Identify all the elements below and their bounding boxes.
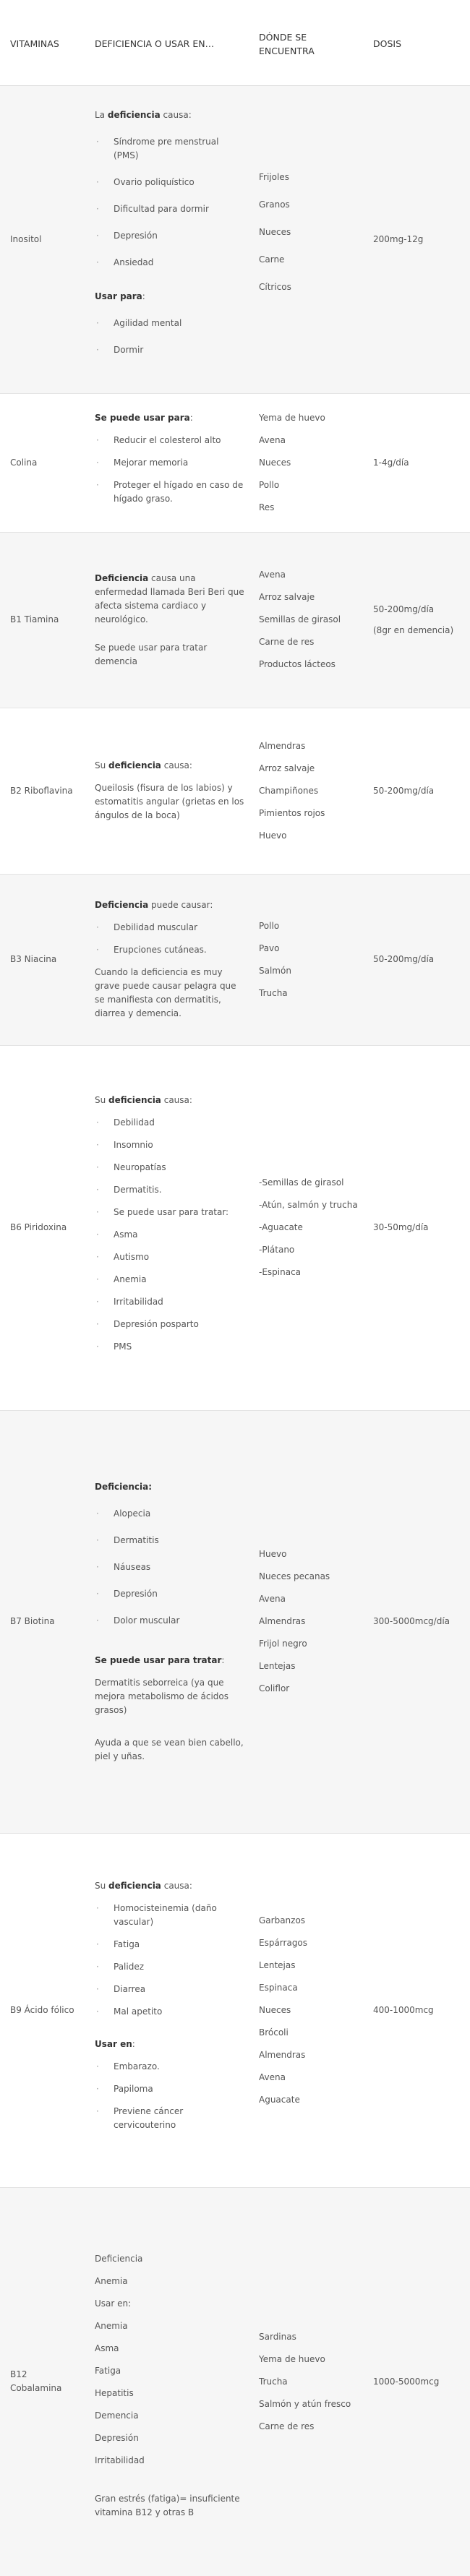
vitamin-name: B2 Riboflavina <box>0 708 85 874</box>
list-item: · Depresión <box>95 1587 244 1601</box>
list-item: · Dificultad para dormir <box>95 202 244 216</box>
vitamin-name: Colina <box>0 393 85 532</box>
table-row <box>0 532 470 708</box>
dose-note: (8gr en demencia) <box>373 624 454 635</box>
source-item: Arroz salvaje <box>259 592 315 602</box>
deficiency-line: Irritabilidad <box>95 2455 145 2465</box>
list-item: · Mal apetito <box>95 2005 244 2019</box>
deficiency-detail: Cuando la deficiencia es muy grave puede causar pelagra que se manifiesta con dermatitis, diarrea y demencia. <box>95 967 236 1018</box>
sources-cell <box>249 874 363 1045</box>
source-item: Nueces <box>259 2004 291 2015</box>
source-item: Espárragos <box>259 1937 308 1948</box>
dose-cell <box>363 532 470 708</box>
list-item: · Náuseas <box>95 1560 244 1574</box>
use-label: Usar para: <box>95 291 145 301</box>
source-item: Avena <box>259 570 286 580</box>
source-item: Trucha <box>259 2376 288 2387</box>
list-item: · Homocisteinemia (daño vascular) <box>95 1902 244 1929</box>
source-item: Lentejas <box>259 1959 296 1970</box>
sources-cell <box>249 393 363 532</box>
list-item: · Previene cáncer cervicouterino <box>95 2105 244 2132</box>
list-item: · Insomnio <box>95 1138 244 1152</box>
vitamin-name: B6 Piridoxina <box>0 1045 85 1410</box>
list-item: · Ovario poliquístico <box>95 176 244 189</box>
list-item: · Fatiga <box>95 1938 244 1952</box>
list-item: · Anemia <box>95 1273 244 1287</box>
dose-cell: 200mg-12g <box>363 85 470 393</box>
list-item: · Agilidad mental <box>95 317 244 330</box>
vitamin-name: Inositol <box>0 85 85 393</box>
source-item: Pollo <box>259 479 280 490</box>
dose-value: 50-200mg/día <box>373 604 435 614</box>
source-item: Sardinas <box>259 2331 296 2342</box>
list-item: · Dormir <box>95 343 244 357</box>
deficiency-line: Deficiencia <box>95 2254 143 2264</box>
table-row <box>0 393 470 532</box>
source-item: -Aguacate <box>259 1222 303 1232</box>
dose-cell: 1000-5000mcg <box>363 2187 470 2576</box>
source-item: Pollo <box>259 920 280 931</box>
use-detail: Dermatitis seborreica (ya que mejora metabolismo de ácidos grasos) <box>95 1677 229 1715</box>
deficiency-cell <box>85 532 249 708</box>
source-item: Yema de huevo <box>259 412 325 423</box>
sources-cell <box>249 1410 363 1833</box>
deficiency-intro: Deficiencia puede causar: <box>95 900 213 910</box>
source-item: Cítricos <box>259 282 291 292</box>
source-item: Garbanzos <box>259 1915 306 1925</box>
source-item: -Atún, salmón y trucha <box>259 1200 358 1210</box>
list-item: · Asma <box>95 1228 244 1242</box>
table-row <box>0 708 470 874</box>
source-item: Productos lácteos <box>259 659 336 669</box>
sources-cell <box>249 85 363 393</box>
deficiency-cell <box>85 1045 249 1410</box>
sources-cell <box>249 708 363 874</box>
deficiency-cell <box>85 1833 249 2187</box>
list-item: · Palidez <box>95 1960 244 1974</box>
source-item: Frijoles <box>259 172 289 182</box>
source-item: -Espinaca <box>259 1267 302 1277</box>
deficiency-line: Fatiga <box>95 2366 121 2376</box>
source-item: Semillas de girasol <box>259 614 341 624</box>
deficiency-label: Deficiencia: <box>95 1481 153 1492</box>
source-item: Espinaca <box>259 1982 298 1993</box>
deficiency-detail: Queilosis (fisura de los labios) y estomatitis angular (grietas en los ángulos de la boca) <box>95 783 244 820</box>
list-item: · Dermatitis. <box>95 1183 244 1197</box>
list-item: · Autismo <box>95 1250 244 1264</box>
deficiency-intro: Su deficiencia causa: <box>95 1094 192 1105</box>
source-item: Almendras <box>259 740 306 751</box>
vitamin-name: B7 Biotina <box>0 1410 85 1833</box>
deficiency-cell <box>85 874 249 1045</box>
source-item: Salmón <box>259 965 291 976</box>
dose-cell: 300-5000mcg/día <box>363 1410 470 1833</box>
source-item: Granos <box>259 199 290 210</box>
source-item: Almendras <box>259 2049 306 2060</box>
source-item: Coliflor <box>259 1683 290 1693</box>
list-item: · Reducir el colesterol alto <box>95 434 244 447</box>
help-text: Ayuda a que se vean bien cabello, piel y uñas. <box>95 1737 244 1761</box>
source-item: Carne de res <box>259 2421 315 2431</box>
deficiency-cell <box>85 393 249 532</box>
source-item: Pavo <box>259 943 280 953</box>
use-label: Se puede usar para: <box>95 412 193 423</box>
deficiency-line: Asma <box>95 2343 119 2353</box>
list-item: · Debilidad <box>95 1116 244 1130</box>
table-row <box>0 874 470 1045</box>
source-item: Huevo <box>259 1549 287 1559</box>
source-item: -Semillas de girasol <box>259 1177 344 1188</box>
list-item: · Diarrea <box>95 1983 244 1996</box>
source-item: -Plátano <box>259 1245 295 1255</box>
list-item: · PMS <box>95 1340 244 1354</box>
sources-cell <box>249 2187 363 2576</box>
table-row <box>0 85 470 393</box>
source-item: Nueces <box>259 457 291 468</box>
sources-cell <box>249 1833 363 2187</box>
deficiency-intro: Su deficiencia causa: <box>95 760 192 770</box>
list-item: · Alopecia <box>95 1507 244 1521</box>
list-item: · Mejorar memoria <box>95 456 244 470</box>
list-item: · Síndrome pre menstrual (PMS) <box>95 135 244 163</box>
header-vitaminas: VITAMINAS <box>0 0 85 85</box>
deficiency-cell <box>85 2187 249 2576</box>
source-item: Lentejas <box>259 1661 296 1671</box>
list-item: · Debilidad muscular <box>95 921 244 935</box>
deficiency-intro: Su deficiencia causa: <box>95 1881 192 1891</box>
sources-cell <box>249 532 363 708</box>
list-item: · Dolor muscular <box>95 1614 244 1628</box>
source-item: Arroz salvaje <box>259 763 315 773</box>
list-item: · Proteger el hígado en caso de hígado graso. <box>95 478 244 506</box>
source-item: Aguacate <box>259 2094 300 2105</box>
vitamin-name: B12 Cobalamina <box>0 2187 85 2576</box>
deficiency-line: Hepatitis <box>95 2388 134 2398</box>
source-item: Pimientos rojos <box>259 807 325 818</box>
source-item: Almendras <box>259 1616 306 1626</box>
list-item: · Depresión <box>95 229 244 243</box>
header-dosis: DOSIS <box>363 0 470 85</box>
list-item: · Neuropatías <box>95 1161 244 1175</box>
source-item: Carne de res <box>259 637 315 647</box>
header-donde: DÓNDE SE ENCUENTRA <box>249 0 363 85</box>
stress-text: Gran estrés (fatiga)= insuficiente vitamina B12 y otras B <box>95 2494 240 2517</box>
source-item: Champiñones <box>259 785 319 796</box>
deficiency-text: Deficiencia causa una enfermedad llamada Beri Beri que afecta sistema cardiaco y neurológico. <box>95 572 244 624</box>
source-item: Avena <box>259 1594 286 1604</box>
table-header-row <box>0 0 470 85</box>
use-label: Usar en: <box>95 2039 135 2049</box>
source-item: Avena <box>259 2071 286 2082</box>
source-item: Huevo <box>259 830 287 841</box>
source-item: Brócoli <box>259 2027 289 2038</box>
list-item: · Se puede usar para tratar: <box>95 1206 244 1219</box>
source-item: Nueces pecanas <box>259 1571 330 1581</box>
vitamin-name: B1 Tiamina <box>0 532 85 708</box>
dose-cell: 1-4g/día <box>363 393 470 532</box>
list-item: · Ansiedad <box>95 256 244 270</box>
vitamin-name: B3 Niacina <box>0 874 85 1045</box>
source-item: Nueces <box>259 227 291 237</box>
deficiency-line: Demencia <box>95 2410 139 2421</box>
dose-cell: 50-200mg/día <box>363 874 470 1045</box>
source-item: Avena <box>259 434 286 445</box>
source-item: Trucha <box>259 987 288 998</box>
list-item: · Erupciones cutáneas. <box>95 943 244 957</box>
header-deficiencia: DEFICIENCIA O USAR EN… <box>85 0 249 85</box>
dose-cell: 30-50mg/día <box>363 1045 470 1410</box>
deficiency-line: Usar en: <box>95 2298 132 2309</box>
deficiency-line: Anemia <box>95 2321 128 2331</box>
list-item: · Dermatitis <box>95 1534 244 1547</box>
list-item: · Papiloma <box>95 2082 244 2096</box>
source-item: Yema de huevo <box>259 2353 325 2364</box>
deficiency-line: Depresión <box>95 2433 139 2443</box>
deficiency-cell <box>85 708 249 874</box>
list-item: · Embarazo. <box>95 2060 244 2074</box>
table-row <box>0 1833 470 2187</box>
source-item: Carne <box>259 254 285 265</box>
deficiency-cell <box>85 85 249 393</box>
dose-cell: 50-200mg/día <box>363 708 470 874</box>
sources-cell <box>249 1045 363 1410</box>
table-row <box>0 1045 470 1410</box>
dose-cell: 400-1000mcg <box>363 1833 470 2187</box>
deficiency-intro: La deficiencia causa: <box>95 110 192 120</box>
use-text: Se puede usar para tratar demencia <box>95 642 208 666</box>
list-item: · Irritabilidad <box>95 1295 244 1309</box>
table-row <box>0 2187 470 2576</box>
source-item: Res <box>259 502 275 512</box>
deficiency-line: Anemia <box>95 2276 128 2286</box>
vitamin-name: B9 Ácido fólico <box>0 1833 85 2187</box>
source-item: Frijol negro <box>259 1639 307 1649</box>
table-row <box>0 1410 470 1833</box>
list-item: · Depresión posparto <box>95 1318 244 1331</box>
deficiency-cell <box>85 1410 249 1833</box>
use-label: Se puede usar para tratar: <box>95 1654 225 1665</box>
source-item: Salmón y atún fresco <box>259 2398 351 2409</box>
